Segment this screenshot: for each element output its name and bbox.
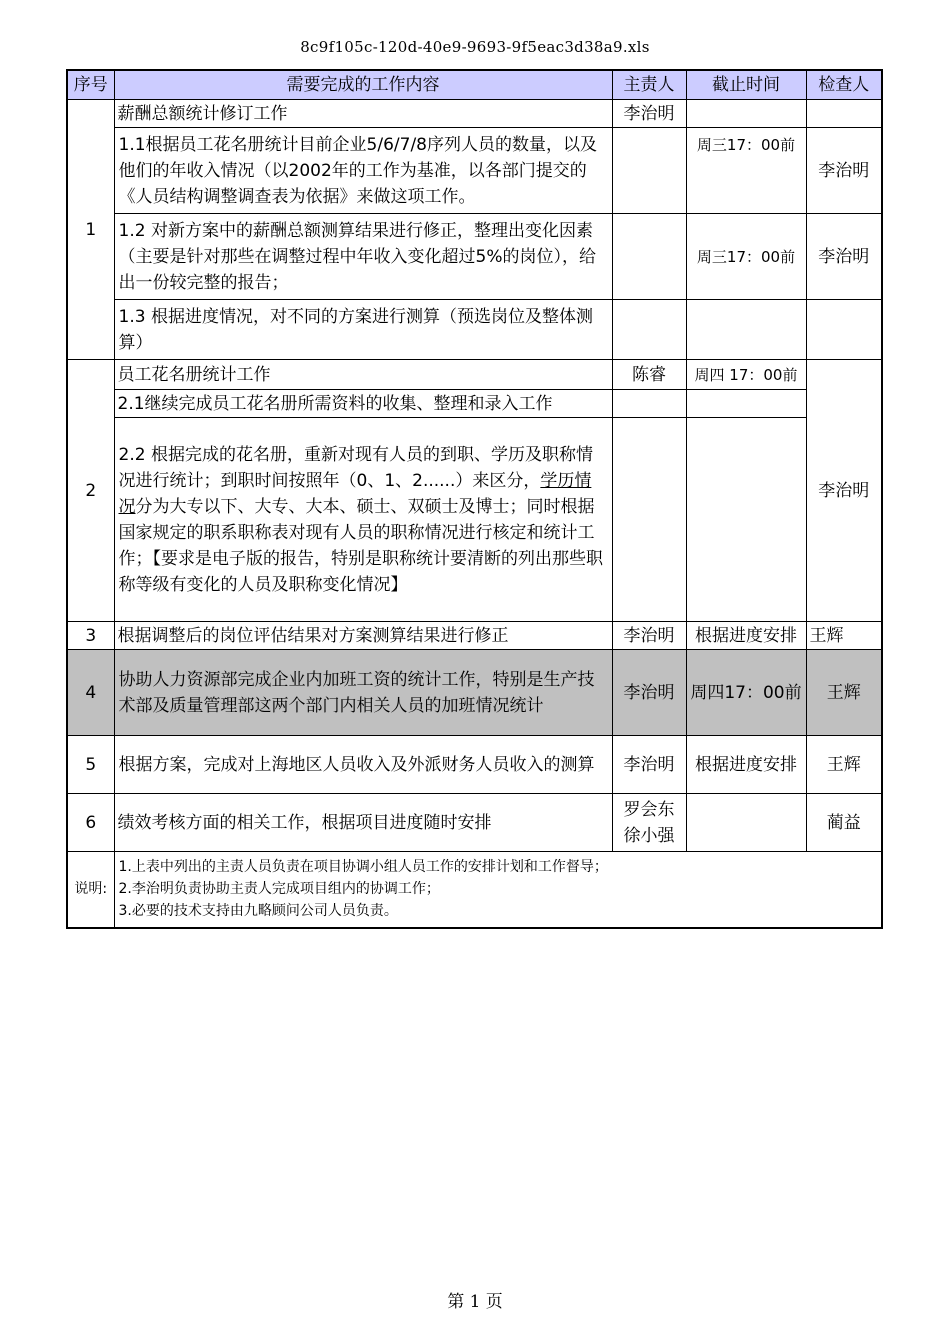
task-title: 薪酬总额统计修订工作	[114, 100, 612, 128]
task-text: 协助人力资源部完成企业内加班工资的统计工作，特别是生产技术部及质量管理部这两个部门内相关人员的加班情况统计	[114, 650, 612, 736]
task-owner: 陈睿	[612, 360, 686, 390]
task-deadline: 根据进度安排	[686, 736, 806, 794]
task-deadline-empty	[686, 100, 806, 128]
subtask-owner-empty	[612, 390, 686, 418]
table-row	[67, 214, 882, 300]
table-row	[67, 300, 882, 360]
task-text: 根据方案，完成对上海地区人员收入及外派财务人员收入的测算	[114, 736, 612, 794]
subtask-text-part: 分为大专以下、大专、大本、硕士、双硕士及博士；同时根据国家规定的职系职称表对现有人员的职称情况进行核定和统计工作；	[118, 496, 595, 569]
subtask-text	[114, 418, 612, 622]
header-owner: 主责人	[612, 70, 686, 100]
note-line: 2.李治明负责协助主责人完成项目组内的协调工作；	[118, 881, 440, 898]
header-row	[67, 70, 882, 100]
header-seq: 序号	[67, 70, 114, 100]
subtask-text: 2.1继续完成员工花名册所需资料的收集、整理和录入工作	[114, 390, 612, 418]
table-row	[67, 622, 882, 650]
notes-row	[67, 852, 882, 928]
task-seq: 4	[67, 650, 114, 736]
task-owner-name: 徐小强	[623, 825, 675, 846]
task-owner: 李治明	[612, 650, 686, 736]
task-seq: 3	[67, 622, 114, 650]
subtask-deadline: 周三17：00前	[686, 128, 806, 214]
task-owner: 李治明	[612, 100, 686, 128]
subtask-owner-empty	[612, 300, 686, 360]
subtask-text-underlined: 学历情况	[118, 470, 592, 517]
note-line: 3.必要的技术支持由九略顾问公司人员负责。	[118, 903, 398, 920]
subtask-checker: 李治明	[806, 128, 882, 214]
table-row	[67, 360, 882, 390]
notes-content	[114, 852, 882, 928]
table-row	[67, 390, 882, 418]
table-row	[67, 736, 882, 794]
subtask-text-part: 2.2 根据完成的花名册，重新对现有人员的到职、学历及职称情况进行统计；到职时间按照年（0、1、2......）来区分，	[118, 444, 593, 491]
task-seq: 6	[67, 794, 114, 852]
task-seq: 5	[67, 736, 114, 794]
task-owner: 李治明	[612, 622, 686, 650]
task-owner	[612, 794, 686, 852]
table-row	[67, 418, 882, 622]
header-deadline: 截止时间	[686, 70, 806, 100]
subtask-owner-empty	[612, 418, 686, 622]
file-title: 8c9f105c-120d-40e9-9693-9f5eac3d38a9.xls	[300, 38, 650, 56]
subtask-deadline: 周三17：00前	[686, 214, 806, 300]
task-checker: 王辉	[806, 622, 882, 650]
subtask-deadline-empty	[686, 390, 806, 418]
task-checker: 李治明	[806, 360, 882, 622]
subtask-owner-empty	[612, 214, 686, 300]
task-checker: 蔺益	[806, 794, 882, 852]
table-row	[67, 128, 882, 214]
notes-label: 说明:	[67, 852, 114, 928]
subtask-owner-empty	[612, 128, 686, 214]
task-text: 根据调整后的岗位评估结果对方案测算结果进行修正	[114, 622, 612, 650]
task-checker: 王辉	[806, 736, 882, 794]
task-text: 绩效考核方面的相关工作，根据项目进度随时安排	[114, 794, 612, 852]
task-seq: 2	[67, 360, 114, 622]
task-title: 员工花名册统计工作	[114, 360, 612, 390]
task-owner-name: 罗会东	[623, 799, 675, 820]
subtask-text: 1.3 根据进度情况，对不同的方案进行测算（预选岗位及整体测算）	[114, 300, 612, 360]
task-owner: 李治明	[612, 736, 686, 794]
subtask-text: 1.1根据员工花名册统计目前企业5/6/7/8序列人员的数量，以及他们的年收入情况（以2002年的工作为基准，以各部门提交的《人员结构调整调查表为依据》来做这项工作。	[114, 128, 612, 214]
table-row	[67, 100, 882, 128]
task-checker-empty	[806, 100, 882, 128]
subtask-checker: 李治明	[806, 214, 882, 300]
task-deadline: 根据进度安排	[686, 622, 806, 650]
page-footer: 第 1 页	[447, 1292, 503, 1312]
note-line: 1.上表中列出的主责人员负责在项目协调小组人员工作的安排计划和工作督导；	[118, 859, 608, 876]
task-checker: 王辉	[806, 650, 882, 736]
table-row	[67, 794, 882, 852]
header-checker: 检查人	[806, 70, 882, 100]
subtask-text-part: 【要求是电子版的报告，特别是职称统计要清断的列出那些职称等级有变化的人员及职称变化情况】	[118, 548, 603, 595]
task-seq: 1	[67, 100, 114, 360]
task-deadline: 周四17：00前	[686, 650, 806, 736]
subtask-deadline-empty	[686, 418, 806, 622]
subtask-checker-empty	[806, 300, 882, 360]
task-deadline-empty	[686, 794, 806, 852]
task-table	[66, 69, 883, 929]
table-row-highlighted	[67, 650, 882, 736]
subtask-text: 1.2 对新方案中的薪酬总额测算结果进行修正，整理出变化因素（主要是针对那些在调整过程中年收入变化超过5%的岗位），给出一份较完整的报告；	[114, 214, 612, 300]
task-deadline: 周四 17：00前	[686, 360, 806, 390]
header-content: 需要完成的工作内容	[114, 70, 612, 100]
subtask-deadline-empty	[686, 300, 806, 360]
